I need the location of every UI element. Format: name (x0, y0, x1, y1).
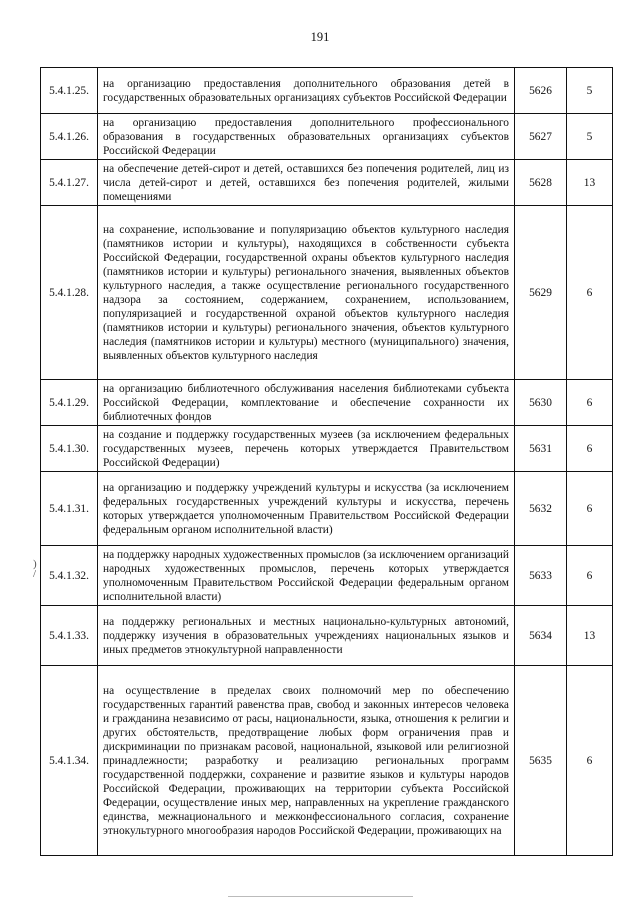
row-description: на организацию библиотечного обслуживания населения библиотеками субъекта Российской Федерации, комплектование и обеспечение сохранности их библиотечных фондов (98, 380, 515, 426)
row-code: 5.4.1.31. (41, 472, 98, 546)
table-row (41, 666, 613, 856)
row-description: на обеспечение детей-сирот и детей, оставшихся без попечения родителей, лиц из числа детей-сирот и детей, оставшихся без попечения родителей, жилыми помещениями (98, 160, 515, 206)
table-row (41, 160, 613, 206)
row-description: на создание и поддержку государственных музеев (за исключением федеральных государственных музеев, перечень которых утверждается Правительством Российской Федерации) (98, 426, 515, 472)
row-number: 5628 (515, 160, 567, 206)
row-number: 5633 (515, 546, 567, 606)
row-value: 6 (567, 666, 613, 856)
row-number: 5626 (515, 68, 567, 114)
table-row (41, 606, 613, 666)
row-code: 5.4.1.28. (41, 206, 98, 380)
table-row (41, 114, 613, 160)
margin-mark: ) / (33, 558, 37, 580)
row-code: 5.4.1.30. (41, 426, 98, 472)
divider (228, 896, 413, 897)
row-code: 5.4.1.33. (41, 606, 98, 666)
row-number: 5631 (515, 426, 567, 472)
row-value: 6 (567, 426, 613, 472)
row-value: 13 (567, 606, 613, 666)
row-code: 5.4.1.26. (41, 114, 98, 160)
row-value: 5 (567, 68, 613, 114)
table-row (41, 546, 613, 606)
row-value: 6 (567, 546, 613, 606)
table-row (41, 380, 613, 426)
row-description: на организацию предоставления дополнительного профессионального образования в государственных образовательных организациях субъектов Российской Федерации (98, 114, 515, 160)
table-row (41, 426, 613, 472)
row-code: 5.4.1.34. (41, 666, 98, 856)
row-code: 5.4.1.29. (41, 380, 98, 426)
row-value: 6 (567, 380, 613, 426)
page-number: 191 (310, 30, 330, 44)
table-row (41, 68, 613, 114)
table-row (41, 472, 613, 546)
codes-table (40, 67, 613, 856)
row-number: 5630 (515, 380, 567, 426)
row-value: 13 (567, 160, 613, 206)
row-description: на организацию и поддержку учреждений культуры и искусства (за исключением федеральных государственных учреждений культуры и искусства, перечень которых утверждается уполномоченным Правительством Российской Федерации федеральным органом исполнительной власти) (98, 472, 515, 546)
row-number: 5635 (515, 666, 567, 856)
row-code: 5.4.1.32. (41, 546, 98, 606)
row-description: на сохранение, использование и популяризацию объектов культурного наследия (памятников истории и культуры), находящихся в собственности субъекта Российской Федерации, государственной охраны объектов культурного наследия (памятников истории и культуры) регионального значения, выявленных объектов культурного наследия, а также осуществление регионального государственного надзора за состоянием, содержанием, сохранением, использованием, популяризацией и государственной охраной объектов культурного наследия (памятников истории и культуры) регионального значения, объектов культурного наследия (памятников истории и культуры) местного (муниципального) значения, выявленных объектов культурного наследия (98, 206, 515, 380)
row-description: на поддержку региональных и местных национально-культурных автономий, поддержку изучения в образовательных учреждениях национальных языков и иных предметов этнокультурной направленности (98, 606, 515, 666)
row-number: 5634 (515, 606, 567, 666)
row-number: 5627 (515, 114, 567, 160)
row-value: 6 (567, 472, 613, 546)
row-number: 5629 (515, 206, 567, 380)
row-description: на организацию предоставления дополнительного образования детей в государственных образовательных организациях субъектов Российской Федерации (98, 68, 515, 114)
row-code: 5.4.1.27. (41, 160, 98, 206)
table-row (41, 206, 613, 380)
row-description: на поддержку народных художественных промыслов (за исключением организаций народных художественных промыслов, перечень которых утверждается уполномоченным Правительством Российской Федерации федеральным органом исполнительной власти) (98, 546, 515, 606)
row-code: 5.4.1.25. (41, 68, 98, 114)
row-value: 5 (567, 114, 613, 160)
row-value: 6 (567, 206, 613, 380)
row-description: на осуществление в пределах своих полномочий мер по обеспечению государственных гарантий равенства прав, свобод и законных интересов человека и гражданина независимо от расы, национальности, языка, отношения к религии и других обстоятельств, предотвращение любых форм ограничения прав и дискриминации по признакам расовой, национальной, языковой или религиозной принадлежности; разработку и реализацию региональных программ государственной поддержки, сохранение и развитие языков и культуры народов Российской Федерации, проживающих на территории субъекта Российской Федерации, осуществление иных мер, направленных на укрепление гражданского единства, межнационального и межконфессионального согласия, сохранение этнокультурного многообразия народов Российской Федерации, проживающих на (98, 666, 515, 856)
row-number: 5632 (515, 472, 567, 546)
